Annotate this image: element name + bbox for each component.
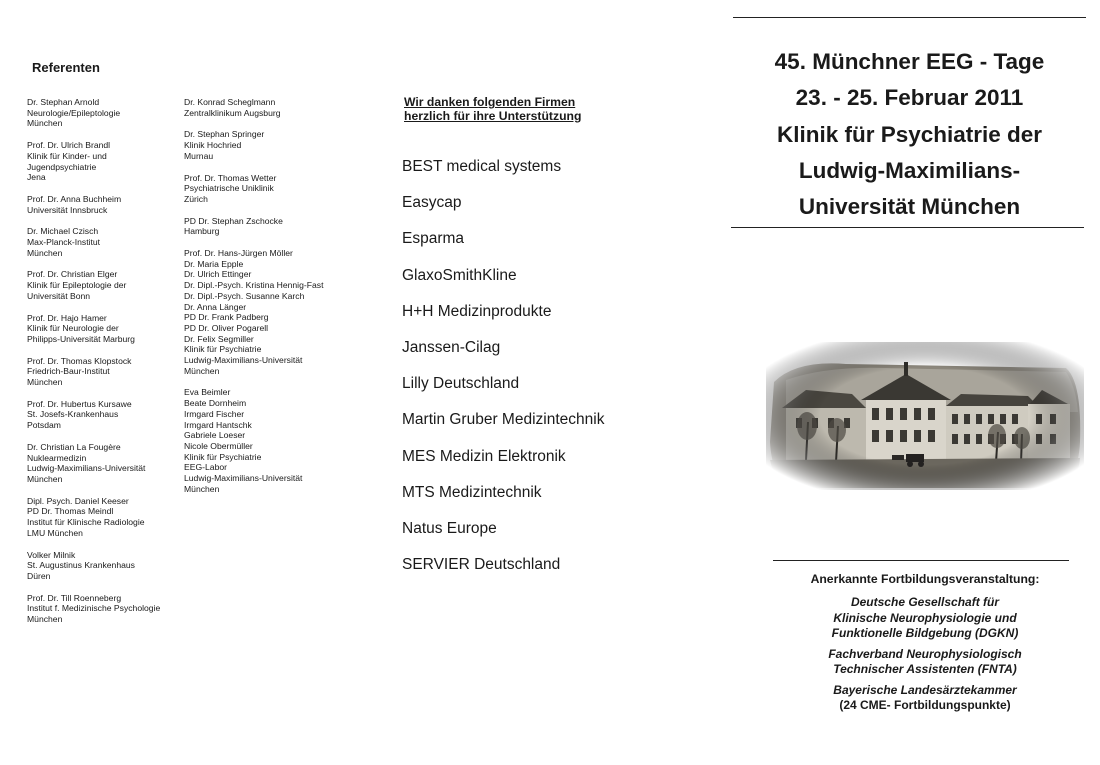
speaker-line: Ludwig-Maximilians-Universität [184,355,303,366]
speaker-line: Dr. Stephan Arnold [27,97,100,107]
speaker-line: Neurologie/Epileptologie [27,107,121,118]
sponsor-item: SERVIER Deutschland [402,556,561,574]
accreditation-body [760,647,1090,678]
speaker-line: Dr. Christian La Fougère [27,441,121,452]
speaker-line: PD Dr. Frank Padberg [184,312,269,323]
speaker-line: München [27,614,63,625]
speakers-column-2 [184,97,354,506]
speaker-line: Prof. Dr. Hajo Hamer [27,312,107,323]
speaker-line: Klinik für Psychiatrie [184,451,262,462]
speaker-entry [27,442,177,485]
speaker-entry [27,399,177,431]
speaker-line: Prof. Dr. Anna Buchheim [27,193,122,204]
speaker-line: Universität Bonn [27,290,91,301]
speaker-entry [184,216,354,237]
speaker-line: PD Dr. Thomas Meindl [27,506,114,517]
speaker-line: St. Augustinus Krankenhaus [27,560,135,571]
speaker-line: Hamburg [184,226,220,237]
speaker-line: Prof. Dr. Thomas Klopstock [27,355,132,366]
accreditation-heading: Anerkannte Fortbildungsveranstaltung: [810,572,1040,586]
speaker-entry [27,356,177,388]
speaker-line: Volker Milnik [27,549,76,560]
speaker-line: Jugendpsychiatrie [27,161,97,172]
accreditation-line: Deutsche Gesellschaft für [850,595,1000,609]
speaker-line: Jena [27,172,46,183]
accreditation-body [760,683,1090,714]
event-title-line: Ludwig-Maximilians- [798,157,1021,183]
sponsor-item: GlaxoSmithKline [402,266,517,284]
speaker-entry [184,129,354,161]
sponsors-heading-line: Wir danken folgenden Firmen [404,95,576,109]
speaker-line: München [27,118,63,129]
sponsor-item: Janssen-Cilag [402,338,501,356]
event-title [733,44,1086,225]
speaker-line: St. Josefs-Krankenhaus [27,409,119,420]
speaker-line: Düren [27,570,51,581]
accreditation-line: Technischer Assistenten (FNTA) [833,662,1017,676]
sponsor-list [402,158,604,592]
speaker-line: Philipps-Universität Marburg [27,333,135,344]
speaker-line: Max-Planck-Institut [27,237,101,248]
event-title-line: Klinik für Psychiatrie der [776,121,1043,147]
sponsor-item: MTS Medizintechnik [402,483,542,501]
speaker-entry [27,226,177,258]
speaker-entry [27,194,177,215]
speaker-entry [27,496,177,539]
speaker-line: Psychiatrische Uniklinik [184,183,274,194]
speaker-line: Dr. Konrad Scheglmann [184,97,276,107]
speaker-line: Dr. Dipl.-Psych. Kristina Hennig-Fast [184,280,324,291]
speaker-line: Prof. Dr. Thomas Wetter [184,172,277,183]
event-title-line: 45. Münchner EEG - Tage [774,49,1045,74]
speakers-heading: Referenten [32,60,100,75]
event-title-line: 23. - 25. Februar 2011 [795,85,1024,111]
speaker-line: Prof. Dr. Ulrich Brandl [27,140,111,151]
speaker-line: Irmgard Fischer [184,408,245,419]
speaker-line: PD Dr. Stephan Zschocke [184,215,283,226]
speaker-line: Nuklearmedizin [27,452,87,463]
speaker-line: Prof. Dr. Till Roenneberg [27,592,122,603]
speaker-line: Dr. Felix Segmiller [184,333,254,344]
sponsor-item: Martin Gruber Medizintechnik [402,411,605,429]
speaker-entry [184,173,354,205]
accreditation-line: Klinische Neurophysiologie und [833,610,1017,625]
speaker-line: Universität Innsbruck [27,204,108,215]
speaker-line: Dr. Anna Länger [184,301,247,312]
speaker-line: LMU München [27,527,83,538]
speaker-entry [27,97,177,129]
speaker-line: Irmgard Hantschk [184,419,252,430]
speaker-line: Klinik für Neurologie der [27,323,119,334]
accreditation-block [760,570,1090,719]
accreditation-line: (24 CME- Fortbildungspunkte) [839,698,1011,712]
speaker-line: Institut für Klinische Radiologie [27,517,145,528]
speaker-line: Institut f. Medizinische Psychologie [27,603,161,614]
speaker-line: Zentralklinikum Augsburg [184,107,281,118]
speaker-line: München [184,365,220,376]
speaker-line: Klinik für Psychiatrie [184,344,262,355]
event-title-line: Universität München [798,194,1021,220]
speaker-entry [27,313,177,345]
speaker-line: Eva Beimler [184,387,231,398]
speaker-line: Zürich [184,193,208,204]
title-rule [731,227,1084,228]
speaker-entry [184,97,354,118]
speaker-line: EEG-Labor [184,462,227,473]
speaker-entry [184,248,354,376]
accreditation-line: Funktionelle Bildgebung (DGKN) [831,626,1019,640]
speaker-line: Dr. Maria Epple [184,258,244,269]
speaker-line: Ludwig-Maximilians-Universität [27,463,146,474]
sponsor-item: Easycap [402,194,462,212]
speaker-line: Dr. Stephan Springer [184,129,265,140]
speaker-line: München [27,473,63,484]
sponsor-item: H+H Medizinprodukte [402,302,552,320]
speaker-line: Murnau [184,150,214,161]
speaker-line: Prof. Dr. Hans-Jürgen Möller [184,248,293,259]
accreditation-line: Fachverband Neurophysiologisch [828,646,1022,661]
sponsors-heading-line: herzlich für ihre Unterstützung [404,109,582,123]
speaker-line: Klinik für Epileptologie der [27,280,127,291]
accreditation-body [760,595,1090,642]
speaker-entry [27,269,177,301]
speaker-entry [27,593,177,625]
speaker-line: Prof. Dr. Hubertus Kursawe [27,398,132,409]
speaker-line: München [27,377,63,388]
sponsor-item: Esparma [402,230,465,248]
accreditation-line: Bayerische Landesärztekammer [833,682,1017,697]
speaker-line: München [27,247,63,258]
speaker-line: München [184,483,220,494]
clinic-building-photo [766,342,1084,490]
speaker-line: Dr. Ulrich Ettinger [184,269,252,280]
top-rule [733,17,1086,18]
speaker-line: Ludwig-Maximilians-Universität [184,473,303,484]
sponsors-heading [404,95,624,123]
speaker-entry [184,387,354,494]
speaker-entry [27,550,177,582]
speaker-line: Dipl. Psych. Daniel Keeser [27,495,129,506]
speaker-line: Friedrich-Baur-Institut [27,366,110,377]
speaker-line: Potsdam [27,420,61,431]
speakers-column-1 [27,97,177,636]
speaker-line: Dr. Dipl.-Psych. Susanne Karch [184,290,305,301]
speaker-line: Dr. Michael Czisch [27,226,99,237]
speaker-line: Nicole Obermüller [184,440,253,451]
speaker-line: Klinik Hochried [184,140,242,151]
sponsor-item: Natus Europe [402,519,497,537]
speaker-line: Gabriele Loeser [184,430,246,441]
speaker-line: Prof. Dr. Christian Elger [27,269,118,280]
speaker-line: PD Dr. Oliver Pogarell [184,322,269,333]
speaker-entry [27,140,177,183]
sponsor-item: BEST medical systems [402,158,562,175]
sponsor-item: MES Medizin Elektronik [402,447,566,465]
speaker-line: Beate Dornheim [184,398,247,409]
speaker-line: Klinik für Kinder- und [27,150,107,161]
sponsor-item: Lilly Deutschland [402,375,520,393]
accreditation-rule [773,560,1069,561]
